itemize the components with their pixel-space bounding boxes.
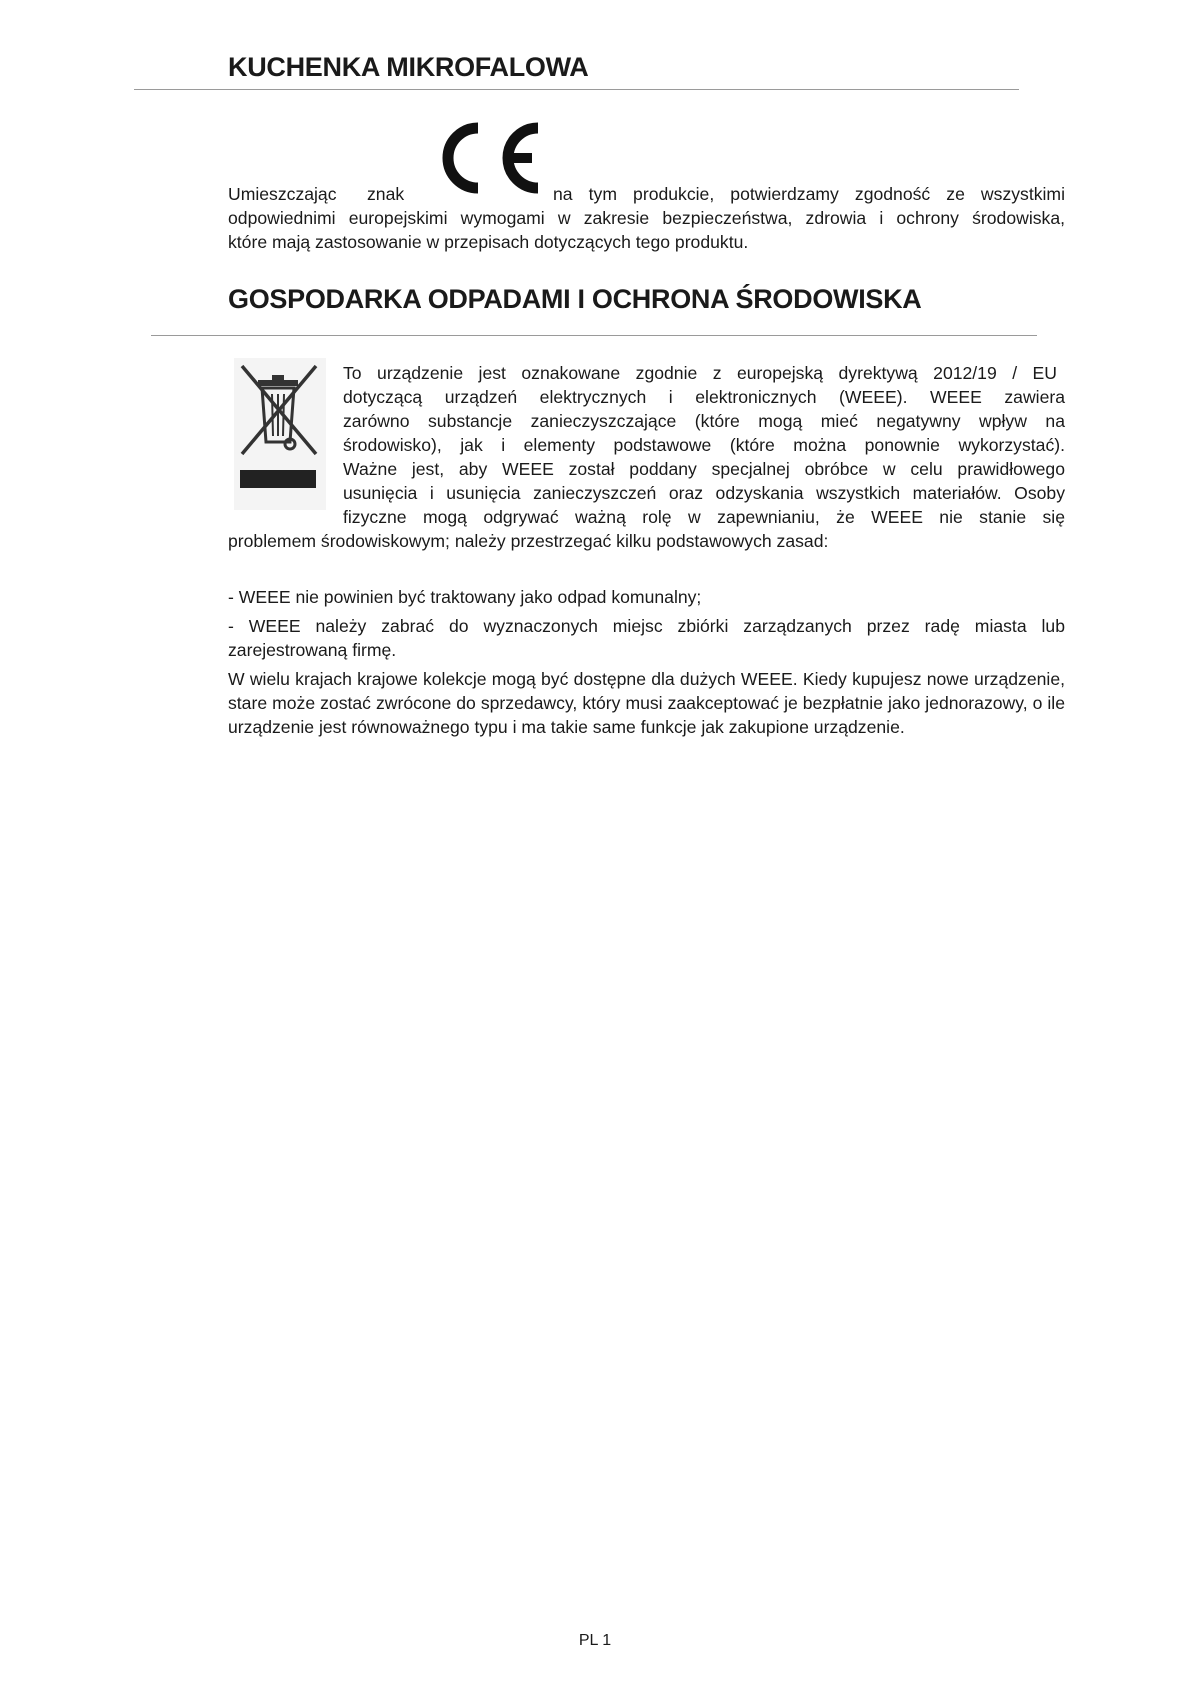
weee-line-1: To urządzenie jest oznakowane zgodnie z europejską dyrektywą 2012/19 / EU (343, 363, 1057, 383)
list-item: - WEEE nie powinien być traktowany jako odpad komunalny; (228, 587, 702, 607)
weee-line-8: problemem środowiskowym; należy przestrzegać kilku podstawowych zasad: (228, 531, 829, 551)
weee-crossed-bin-icon (234, 358, 326, 510)
weee-line-2: dotyczącą urządzeń elektrycznych i elektronicznych (WEEE). WEEE zawiera (343, 387, 1065, 407)
list-item: - WEEE należy zabrać do wyznaczonych miejsc zbiórki zarządzanych przez radę miasta lub zarejestrowaną firmę. (228, 616, 1065, 660)
ce-lead-word-2: znak (367, 184, 405, 204)
title-divider (134, 89, 1019, 90)
ce-lead-word-1: Umieszczając (228, 184, 337, 204)
weee-line-3: zarówno substancje zanieczyszczające (które mogą mieć negatywny wpływ na (343, 411, 1065, 431)
closing-paragraph: W wielu krajach krajowe kolekcje mogą być dostępne dla dużych WEEE. Kiedy kupujesz nowe urządzenie, stare może zostać zwrócone do sprzedawcy, który musi zaakceptować je bezpłatnie jako jednorazowy, o ile urządzenie jest równoważnego typu i ma takie same funkcje jak zakupione urządzenie. (228, 669, 1065, 737)
weee-line-4: środowisko), jak i elementy podstawowe (które można ponownie wykorzystać). (343, 435, 1065, 455)
weee-line-6: usunięcia i usunięcia zanieczyszczeń oraz odzyskania wszystkich materiałów. Osoby (343, 483, 1065, 503)
weee-line-7: fizyczne mogą odgrywać ważną rolę w zapewnianiu, że WEEE nie stanie się (343, 507, 1065, 527)
ce-line-1-rest: na tym produkcie, potwierdzamy zgodność ze wszystkimi (553, 184, 1065, 204)
title-divider (151, 335, 1037, 336)
ce-mark-icon (430, 122, 542, 194)
ce-line-3: które mają zastosowanie w przepisach dotyczących tego produktu. (228, 232, 749, 252)
weee-line-5: Ważne jest, aby WEEE został poddany specjalnej obróbce w celu prawidłowego (343, 459, 1065, 479)
section-title-waste: GOSPODARKA ODPADAMI I OCHRONA ŚRODOWISKA (228, 284, 922, 314)
page-number: PL 1 (578, 1632, 612, 1649)
ce-line-2: odpowiednimi europejskimi wymogami w zakresie bezpieczeństwa, zdrowia i ochrony środowiska, (228, 208, 1065, 228)
section-title-microwave: KUCHENKA MIKROFALOWA (228, 52, 589, 82)
